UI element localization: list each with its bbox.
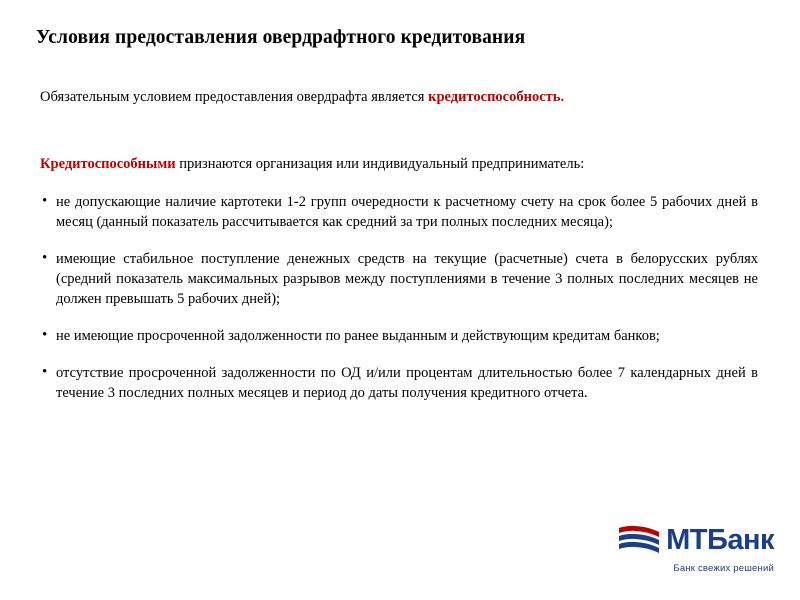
page-title: Условия предоставления овердрафтного кредитования: [36, 27, 526, 48]
intro-text: Обязательным условием предоставления овердрафта является: [40, 89, 429, 105]
lead-text: признаются организация или индивидуальный предприниматель:: [175, 156, 585, 172]
company-logo: [578, 520, 774, 576]
logo-row: [578, 520, 774, 560]
bullet-list: [40, 192, 758, 420]
list-item: • имеющие стабильное поступление денежных средств на текущие (расчетные) счета в белорусских рублях (средний показатель максимальных разрывов между поступлениями в течение 3 полных последних месяцев не должен превышать 5 рабочих дней);: [40, 249, 758, 309]
intro-highlight: кредитоспособность.: [428, 89, 565, 105]
logo-wordmark: МТБанк: [666, 523, 774, 556]
mtbank-mark-icon: [617, 522, 661, 558]
logo-tagline: Банк свежих решений: [673, 563, 774, 574]
lead-highlight: Кредитоспособными: [40, 156, 176, 172]
list-item: • не имеющие просроченной задолженности по ранее выданным и действующим кредитам банков;: [40, 326, 758, 346]
list-item: • не допускающие наличие картотеки 1-2 групп очередности к расчетному счету на срок более 5 рабочих дней в месяц (данный показатель рассчитывается как средний за три полных последних месяца);: [40, 192, 758, 232]
intro-paragraph: [40, 88, 755, 108]
lead-paragraph: [40, 155, 755, 175]
list-item: • отсутствие просроченной задолженности по ОД и/или процентам длительностью более 7 календарных дней в течение 3 последних полных месяцев и период до даты получения кредитного отчета.: [40, 363, 758, 403]
